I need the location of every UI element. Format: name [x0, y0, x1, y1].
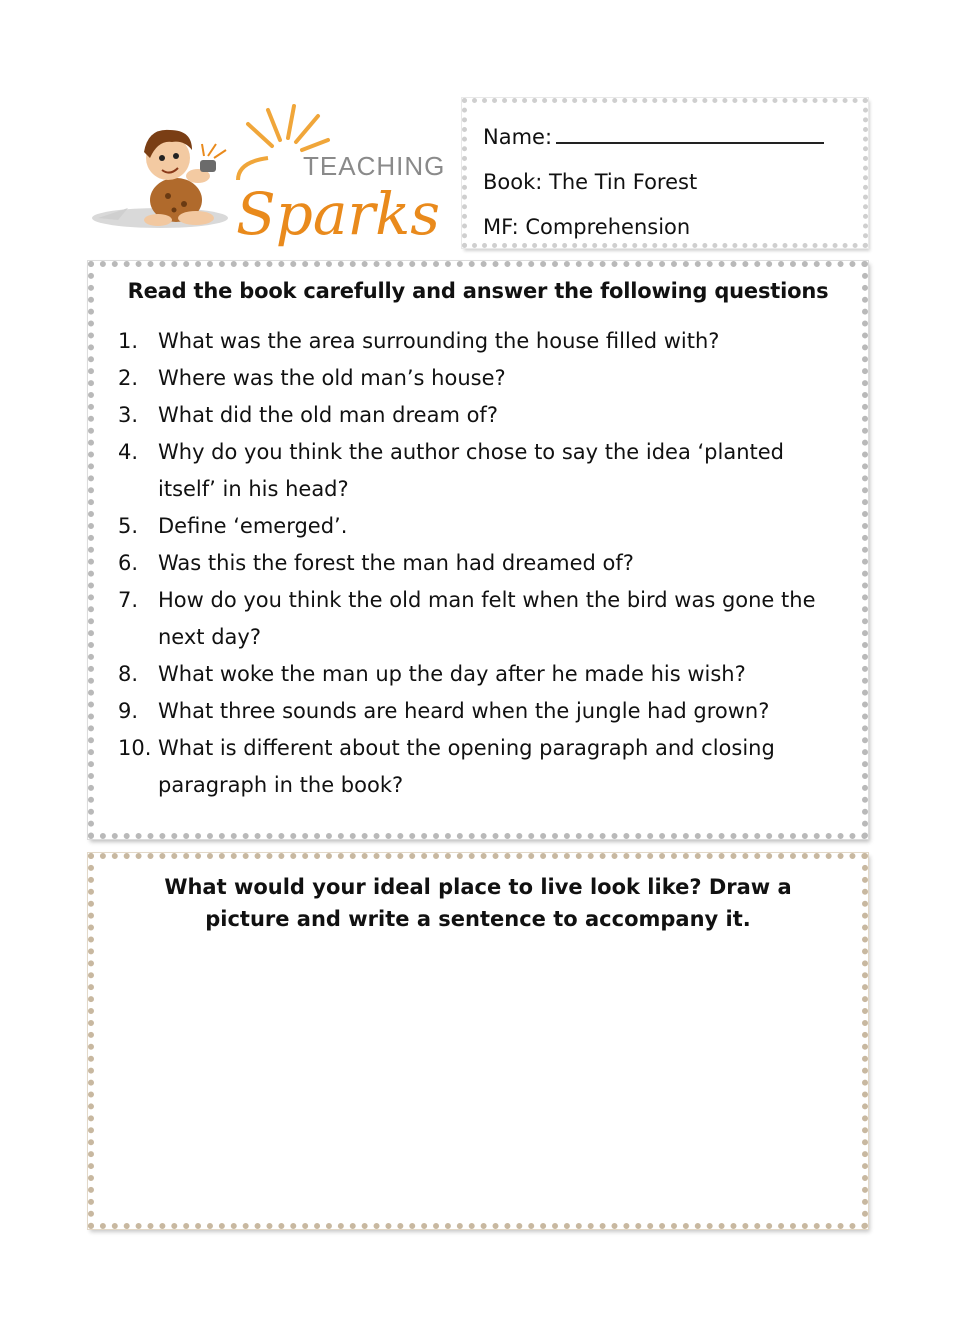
question-number: 5.	[118, 514, 139, 538]
question-text: How do you think the old man felt when the bird was gone the next day?	[158, 588, 816, 649]
logo-graphic	[88, 100, 448, 250]
question-number: 10.	[118, 736, 152, 760]
book-line: Book: The Tin Forest	[483, 170, 698, 194]
question-text: Why do you think the author chose to say the idea ‘planted itself’ in his head?	[158, 440, 785, 501]
question-item	[118, 508, 842, 545]
question-item	[118, 397, 842, 434]
question-item	[118, 656, 842, 693]
question-item	[118, 693, 842, 730]
question-item	[118, 545, 842, 582]
question-number: 6.	[118, 551, 139, 575]
question-number: 4.	[118, 440, 139, 464]
question-text: What three sounds are heard when the jungle had grown?	[158, 699, 770, 723]
student-info-box	[462, 98, 868, 248]
name-line	[483, 115, 863, 160]
question-number: 3.	[118, 403, 139, 427]
question-number: 8.	[118, 662, 139, 686]
question-number: 1.	[118, 329, 139, 353]
drawing-heading: What would your ideal place to live look like? Draw a picture and write a sentence to accompany it.	[164, 875, 792, 931]
teaching-sparks-logo	[88, 100, 448, 250]
question-number: 9.	[118, 699, 139, 723]
mf-line: MF: Comprehension	[483, 215, 691, 239]
question-item	[118, 582, 842, 656]
question-item	[118, 360, 842, 397]
questions-list	[118, 323, 842, 804]
question-item	[118, 434, 842, 508]
question-item	[118, 323, 842, 360]
questions-heading: Read the book carefully and answer the following questions	[127, 279, 829, 303]
question-text: What woke the man up the day after he made his wish?	[158, 662, 746, 686]
brand-top-text: TEACHING	[303, 151, 446, 181]
question-text: What did the old man dream of?	[158, 403, 498, 427]
question-number: 2.	[118, 366, 139, 390]
question-text: Define ‘emerged’.	[158, 514, 348, 538]
question-item	[118, 730, 842, 804]
name-label: Name:	[483, 125, 553, 149]
question-text: Was this the forest the man had dreamed of?	[158, 551, 634, 575]
question-text: Where was the old man’s house?	[158, 366, 506, 390]
drawing-box[interactable]	[88, 853, 868, 1229]
questions-box	[88, 261, 868, 839]
brand-bottom-text: Sparks	[236, 180, 441, 248]
name-blank-field[interactable]	[556, 124, 824, 144]
question-text: What is different about the opening paragraph and closing paragraph in the book?	[158, 736, 775, 797]
question-number: 7.	[118, 588, 139, 612]
question-text: What was the area surrounding the house filled with?	[158, 329, 720, 353]
